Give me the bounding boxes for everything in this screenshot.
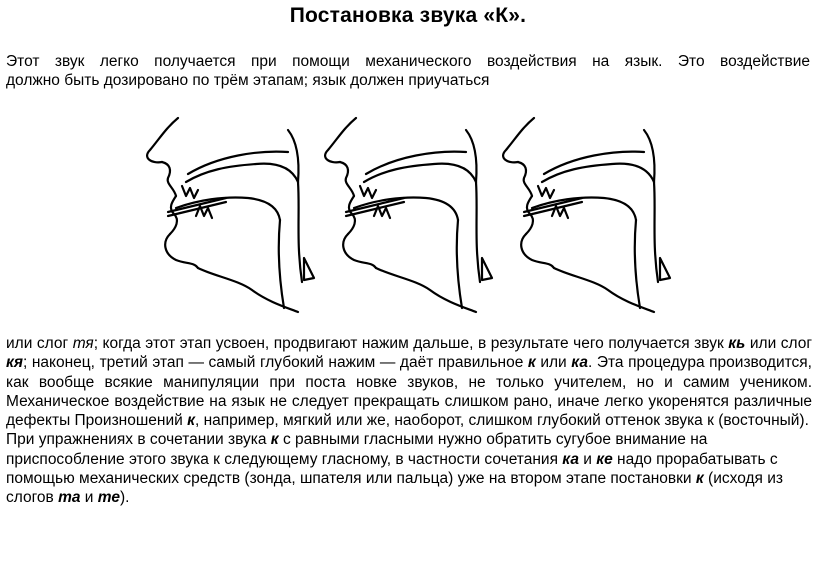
articulation-diagram-icon xyxy=(128,112,688,324)
paragraph-1: или слог тя; когда этот этап усвоен, продвигают нажим дальше, в результате чего получается звук кь или слог кя; наконец, третий этап — самый глубокий нажим — даёт правильное к или ка. Эта процедура производится, как вообще всякие манипуляции при поста новке звуков, не только учителем, но и самим учеником. Механическое воздействие на язык не следует прекращать слишком рано, иначе легко укоренятся различные дефекты Произношений к, например, мягкий или же, наоборот, слишком глубокий оттенок звука к (восточный). xyxy=(6,335,813,430)
intro-paragraph xyxy=(6,52,810,90)
articulation-profile-2 xyxy=(325,118,492,312)
intro-line-2: должно быть дозировано по трём этапам; язык должен приучаться xyxy=(6,72,490,89)
articulation-profile-3 xyxy=(503,118,670,312)
articulation-profile-1 xyxy=(147,118,314,312)
body-text xyxy=(6,334,812,508)
intro-line-1: Этот звук легко получается при помощи механического воздействия на язык. Это воздействие xyxy=(6,53,810,70)
articulation-figures xyxy=(128,112,688,324)
paragraph-2: При упражнениях в сочетании звука к с равными гласными нужно обратить сугубое внимание на приспособление этого звука к следующему гласному, в частности сочетания ка и ке надо прорабатывать с помощью механических средств (зонда, шпателя или пальца) уже на втором этапе постановки к (исходя из слогов та и те). xyxy=(6,431,783,507)
page-title: Постановка звука «К». xyxy=(289,4,527,27)
